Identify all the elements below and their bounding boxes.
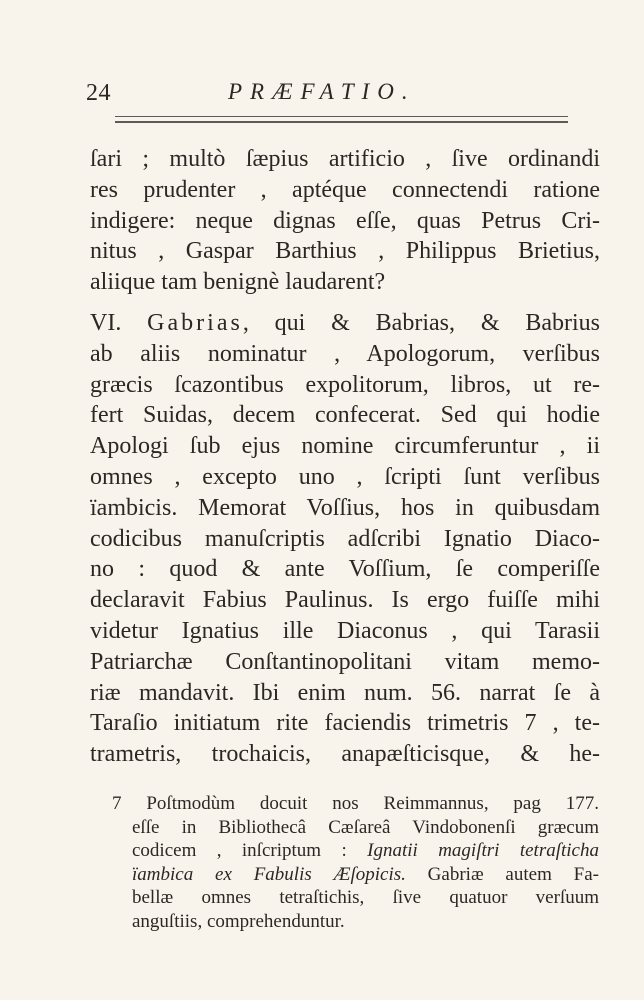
running-title: PRÆFATIO. <box>228 79 416 104</box>
text-line: aliique tam benignè laudarent? <box>90 269 386 296</box>
footnote-line: bellæ omnes tetraſtichis, ſive quatuor verſuum <box>132 887 599 909</box>
footnote-text: codicem , inſcriptum : <box>132 840 368 862</box>
footnote-italic-title: Ignatii magiſtri tetraſticha <box>367 840 599 862</box>
text-line: videtur Ignatius ille Diaconus , qui Tarasii <box>90 617 600 644</box>
text-line: Apologi ſub ejus nomine circumferuntur , ii <box>90 433 600 460</box>
text-line: nitus , Gaspar Barthius , Philippus Brietius, <box>90 238 600 265</box>
text-line: indigere: neque dignas eſſe, quas Petrus Cri- <box>90 207 600 234</box>
text-line: no : quod & ante Voſſium, ſe comperiſſe <box>90 556 600 583</box>
text-line: declaravit Fabius Paulinus. Is ergo fuiſſe mihi <box>90 587 600 614</box>
footnote-line: anguſtiis, comprehenduntur. <box>132 910 345 932</box>
text-line: riæ mandavit. Ibi enim num. 56. narrat ſe à <box>90 679 600 706</box>
page-number: 24 <box>86 80 111 106</box>
footnote-line <box>112 839 599 863</box>
footnote-text: Gabriæ autem Fa- <box>405 863 599 885</box>
section-gap <box>90 298 600 308</box>
text-line: ïambicis. Memorat Voſſius, hos in quibusdam <box>90 494 600 521</box>
text-line: fert Suidas, decem confecerat. Sed qui hodie <box>90 402 600 429</box>
footnote-italic-title: ïambica ex Fabulis Æſopicis. <box>132 863 406 885</box>
text-line: codicibus manuſcriptis adſcribi Ignatio Diaco- <box>90 525 600 552</box>
text-line: Taraſio initiatum rite faciendis trimetris 7 , te- <box>90 710 600 737</box>
text-line: trametris, trochaicis, anapæſticisque, & he- <box>90 741 600 768</box>
text-line: res prudenter , aptéque connectendi ratione <box>90 176 600 203</box>
header-rule-thick <box>115 121 568 123</box>
footnote-line <box>112 863 599 887</box>
section-author-name: Gabrias <box>147 309 243 336</box>
section-numeral: VI. <box>90 309 122 336</box>
text-line: græcis ſcazontibus expolitorum, libros, ut re- <box>90 371 600 398</box>
text-line: ſari ; multò ſæpius artificio , ſive ordinandi <box>90 146 600 172</box>
section-heading-line <box>90 308 600 339</box>
footnote-line: 7 Poſtmodùm docuit nos Reimmannus, pag 177. <box>112 793 599 814</box>
section-first-line-text: , qui & Babrias, & Babrius <box>242 309 600 336</box>
footnote <box>112 792 599 934</box>
text-line: ab aliis nominatur , Apologorum, verſibus <box>90 340 600 367</box>
header-rule-thin <box>115 116 568 117</box>
text-line: omnes , excepto uno , ſcripti ſunt verſibus <box>90 463 600 490</box>
footnote-line: eſſe in Bibliothecâ Cæſareâ Vindobonenſi græcum <box>132 816 599 838</box>
text-line: Patriarchæ Conſtantinopolitani vitam memo- <box>90 648 600 675</box>
main-text <box>90 144 600 770</box>
